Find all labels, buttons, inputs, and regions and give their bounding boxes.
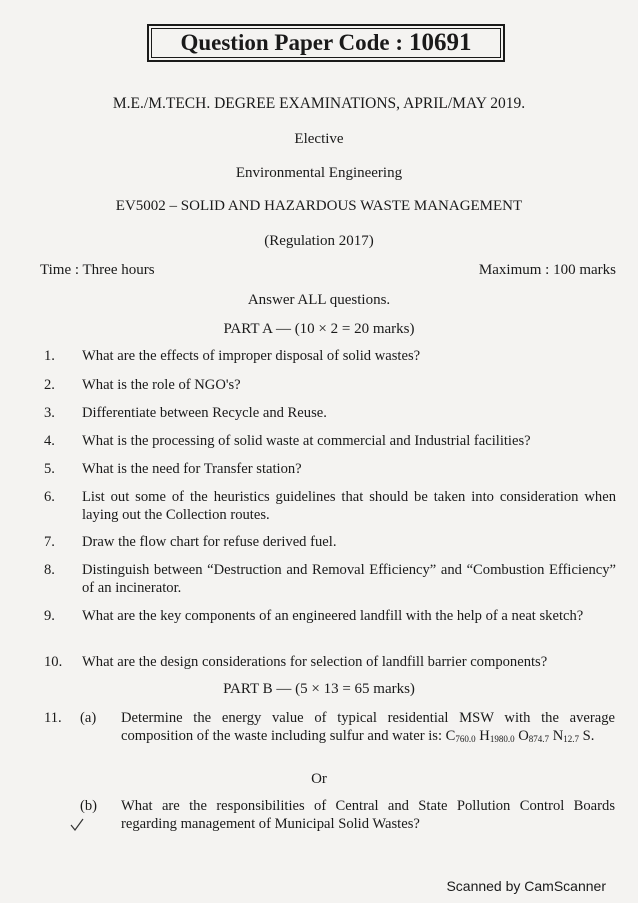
question-text: What are the responsibilities of Central and State Pollution Control Boards regarding management of Municipal Solid Wastes?: [121, 798, 615, 832]
code-number: 10691: [409, 29, 472, 56]
part-b-heading: PART B — (5 × 13 = 65 marks): [223, 681, 415, 697]
question-text: [121, 709, 615, 748]
question-text: List out some of the heuristics guidelines that should be taken into consideration when laying out the Collection routes.: [82, 489, 616, 523]
question-number: 11.: [44, 710, 62, 726]
exam-title: M.E./M.TECH. DEGREE EXAMINATIONS, APRIL/MAY 2019.: [112, 95, 526, 112]
question-number: 4.: [44, 433, 55, 449]
category: Elective: [294, 131, 344, 147]
question-text: Differentiate between Recycle and Reuse.: [82, 405, 327, 421]
question-paper-code-box: [147, 24, 505, 62]
question-text: What is the processing of solid waste at commercial and Industrial facilities?: [82, 433, 531, 449]
question-number: 7.: [44, 534, 55, 550]
instruction: Answer ALL questions.: [247, 292, 391, 308]
part-a-heading: PART A — (10 × 2 = 20 marks): [223, 321, 415, 337]
question-number: 10.: [44, 654, 63, 670]
time-allowed: Time : Three hours: [40, 262, 155, 278]
scanner-watermark: Scanned by CamScanner: [446, 878, 606, 894]
question-body: Determine the energy value of typical residential MSW with the average composition of the waste including sulfur and water is:: [121, 710, 615, 744]
or-separator: Or: [311, 771, 327, 787]
question-number: 6.: [44, 489, 55, 505]
question-text: What are the key components of an engineered landfill with the help of a neat sketch?: [82, 608, 584, 624]
maximum-marks: Maximum : 100 marks: [478, 262, 616, 278]
question-text: What are the design considerations for selection of landfill barrier components?: [82, 654, 548, 670]
chemical-formula: $C_{760.0}$ $H_{1980.0}$ $O_{874.7}$ $N_{12.7}$ S.: [445, 728, 595, 744]
question-number: 8.: [44, 562, 55, 578]
question-number: 9.: [44, 608, 55, 624]
question-number: 5.: [44, 461, 55, 477]
question-number: 3.: [44, 405, 55, 421]
regulation: (Regulation 2017): [264, 233, 374, 249]
check-mark-icon: [70, 818, 84, 832]
question-number: 2.: [44, 377, 55, 393]
sub-question-label: (b): [80, 798, 98, 814]
question-text: Draw the flow chart for refuse derived fuel.: [82, 534, 337, 550]
subject: EV5002 – SOLID AND HAZARDOUS WASTE MANAGEMENT: [115, 198, 523, 214]
question-text: Distinguish between “Destruction and Removal Efficiency” and “Combustion Efficiency” of an incinerator.: [82, 562, 616, 596]
question-text: What is the role of NGO's?: [82, 377, 241, 393]
branch: Environmental Engineering: [235, 165, 403, 181]
sub-question-label: (a): [80, 710, 97, 726]
question-text: What is the need for Transfer station?: [82, 461, 302, 477]
question-text: What are the effects of improper disposal of solid wastes?: [82, 348, 421, 364]
question-number: 1.: [44, 348, 55, 364]
code-label: Question Paper Code :: [180, 30, 404, 55]
